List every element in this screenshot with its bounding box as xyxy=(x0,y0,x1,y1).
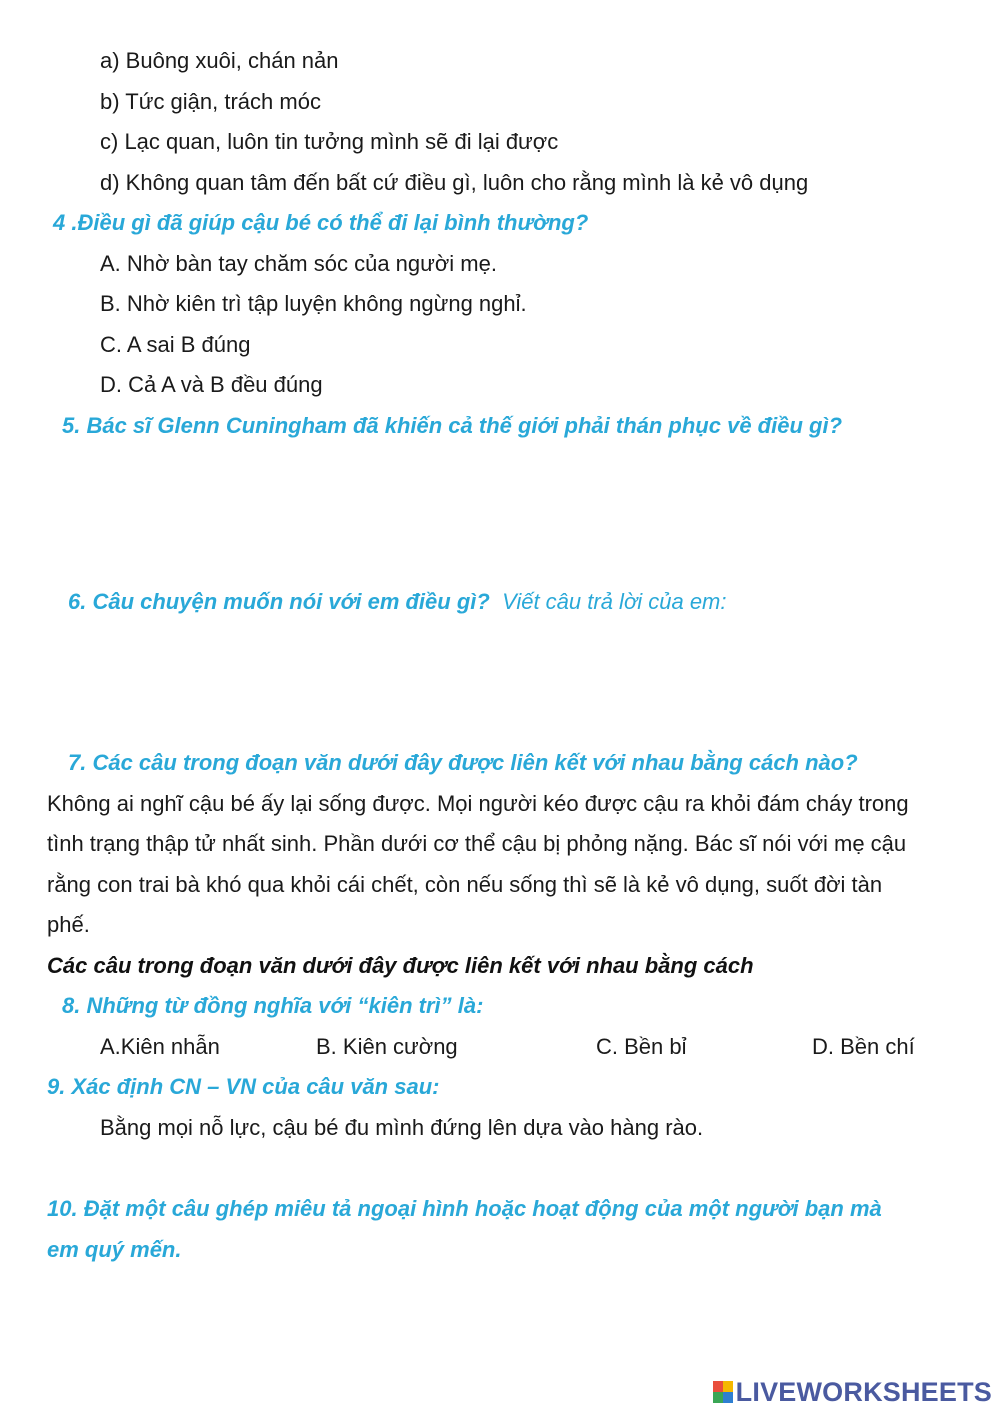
logo-square-green xyxy=(713,1392,723,1403)
q8-question: 8. Những từ đồng nghĩa với “kiên trì” là: xyxy=(62,993,484,1018)
q10-question-line-1: 10. Đặt một câu ghép miêu tả ngoại hình hoặc hoạt động của một người bạn mà xyxy=(47,1196,882,1221)
q6-question: 6. Câu chuyện muốn nói với em điều gì? xyxy=(68,589,490,614)
q3-option-b: b) Tức giận, trách móc xyxy=(100,89,321,114)
q9-sentence: Bằng mọi nỗ lực, cậu bé đu mình đứng lên dựa vào hàng rào. xyxy=(100,1115,704,1140)
q4-option-c: C. A sai B đúng xyxy=(100,332,251,357)
logo-mark-icon xyxy=(713,1381,733,1403)
q5-answer-area[interactable] xyxy=(62,450,942,570)
q8-option-c: C. Bền bỉ xyxy=(596,1034,687,1059)
q8-option-d: D. Bền chí xyxy=(812,1034,915,1059)
q7-prompt: Các câu trong đoạn văn dưới đây được liên kết với nhau bằng cách xyxy=(47,953,754,978)
q3-option-d: d) Không quan tâm đến bất cứ điều gì, luôn cho rằng mình là kẻ vô dụng xyxy=(100,170,809,195)
q7-passage-line-1: Không ai nghĩ cậu bé ấy lại sống được. Mọi người kéo được cậu ra khỏi đám cháy trong xyxy=(47,791,909,816)
q4-option-a: A. Nhờ bàn tay chăm sóc của người mẹ. xyxy=(100,251,497,276)
q4-question: 4 .Điều gì đã giúp cậu bé có thể đi lại bình thường? xyxy=(53,210,589,235)
logo-square-red xyxy=(713,1381,723,1392)
q4-option-d: D. Cả A và B đều đúng xyxy=(100,372,323,397)
q7-passage-line-2: tình trạng thập tử nhất sinh. Phần dưới cơ thể cậu bị phỏng nặng. Bác sĩ nói với mẹ cậu xyxy=(47,831,907,856)
q5-question: 5. Bác sĩ Glenn Cuningham đã khiến cả thế giới phải thán phục về điều gì? xyxy=(62,413,843,438)
logo-text: LIVEWORKSHEETS xyxy=(735,1376,992,1407)
q8-option-a: A.Kiên nhẫn xyxy=(100,1034,220,1059)
q6-instruction: Viết câu trả lời của em: xyxy=(502,589,727,614)
q7-passage-line-4: phế. xyxy=(47,912,90,937)
q3-option-a: a) Buông xuôi, chán nản xyxy=(100,48,339,73)
q4-option-b: B. Nhờ kiên trì tập luyện không ngừng nghỉ. xyxy=(100,291,527,316)
q9-question: 9. Xác định CN – VN của câu văn sau: xyxy=(47,1074,440,1099)
q6-answer-area[interactable] xyxy=(68,625,948,735)
logo-square-blue xyxy=(723,1392,733,1403)
liveworksheets-logo xyxy=(713,1377,992,1407)
logo-square-yellow xyxy=(723,1381,733,1392)
q7-question: 7. Các câu trong đoạn văn dưới đây được liên kết với nhau bằng cách nào? xyxy=(68,750,858,775)
q10-question-line-2: em quý mến. xyxy=(47,1237,182,1262)
q6-line xyxy=(68,588,727,616)
q8-option-b: B. Kiên cường xyxy=(316,1034,458,1059)
q3-option-c: c) Lạc quan, luôn tin tưởng mình sẽ đi lại được xyxy=(100,129,559,154)
q10-answer-area[interactable] xyxy=(47,1275,947,1365)
q7-passage-line-3: rằng con trai bà khó qua khỏi cái chết, còn nếu sống thì sẽ là kẻ vô dụng, suốt đời tàn xyxy=(47,872,883,897)
